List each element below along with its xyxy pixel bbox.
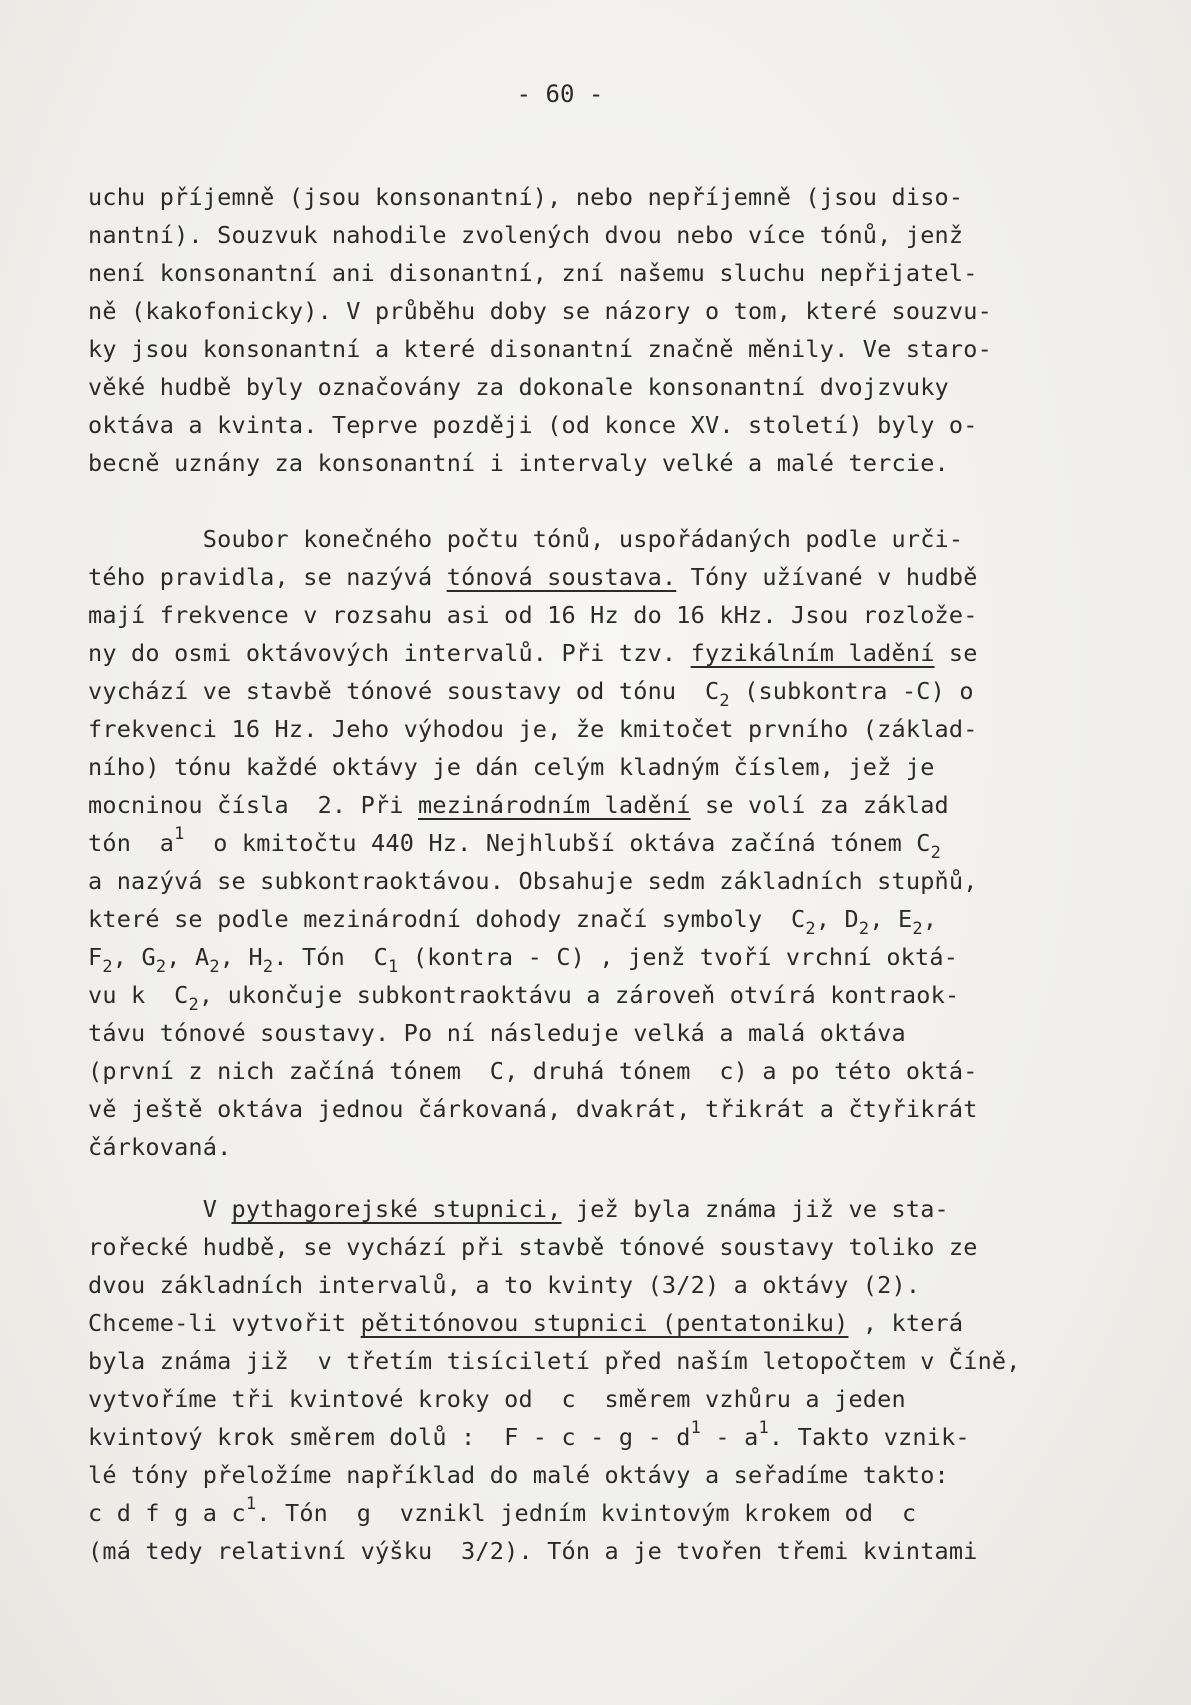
text-line: mocninou čísla 2. Při mezinárodním ladění se volí za základ (88, 791, 949, 819)
text-line: becně uznány za konsonantní i intervaly velké a malé tercie. (88, 449, 949, 477)
underlined-term: tónová soustava. (446, 563, 677, 591)
text-line: rořecké hudbě, se vychází při stavbě tónové soustavy toliko ze (88, 1233, 978, 1261)
text-line: Soubor konečného počtu tónů, uspořádaných podle urči- (88, 525, 964, 553)
text-line: ně (kakofonicky). V průběhu doby se názory o tom, které souzvu- (88, 297, 992, 325)
paragraph-consonance (88, 178, 1078, 482)
text-line: vychází ve stavbě tónové soustavy od tónu $C_2$ (subkontra -C) o (88, 677, 974, 711)
text-line: lé tóny přeložíme například do malé oktávy a seřadíme takto: (88, 1461, 949, 1489)
text-line: (první z nich začíná tónem C, druhá tónem c) a po této oktá- (88, 1057, 978, 1085)
text-line: vytvoříme tři kvintové kroky od c směrem vzhůru a jeden (88, 1385, 906, 1413)
subscript: 2 (155, 957, 167, 977)
text-line: ky jsou konsonantní a které disonantní značně měnily. Ve staro- (88, 335, 992, 363)
text-line: $F_2$, $G_2$, $A_2$, $H_2$. Tón $C_1$ (kontra - C) , jenž tvoří vrchní oktá- (88, 943, 959, 977)
underlined-term: pětitónovou stupnici (pentatoniku) (360, 1309, 849, 1337)
underlined-term: pythagorejské stupnici, (231, 1195, 562, 1223)
text-line: čárkovaná. (88, 1133, 232, 1161)
text-line: Chceme-li vytvořit pětitónovou stupnici (pentatoniku) , která (88, 1309, 964, 1337)
text-line: které se podle mezinárodní dohody značí symboly $C_2$, $D_2$, $E_2$, (88, 905, 938, 939)
text-line: ny do osmi oktávových intervalů. Při tzv. fyzikálním ladění se (88, 639, 978, 667)
text-line: oktáva a kvinta. Teprve později (od konce XV. století) byly o- (88, 411, 978, 439)
text-line: kvintový krok směrem dolů : F - c - g - $d^1 - a^1$. Takto vznik- (88, 1418, 970, 1451)
subscript: 2 (102, 957, 113, 977)
subscript: 2 (912, 919, 923, 939)
text-line: uchu příjemně (jsou konsonantní), nebo nepříjemně (jsou diso- (88, 183, 964, 211)
text-line: V pythagorejské stupnici, jež byla známa již ve sta- (88, 1195, 949, 1223)
text-line: vě ještě oktáva jednou čárkovaná, dvakrát, třikrát a čtyřikrát (88, 1095, 978, 1123)
subscript: 2 (188, 995, 199, 1015)
text-line: ního) tónu každé oktávy je dán celým kladným číslem, jež je (88, 753, 935, 781)
superscript: 1 (758, 1418, 769, 1438)
paragraph-pythagorean-scale (88, 1190, 1078, 1570)
subscript: 2 (805, 919, 816, 939)
text-line: c d f g a $c^1$. Tón g vznikl jedním kvintovým krokem od c (88, 1494, 917, 1527)
superscript: 1 (690, 1418, 702, 1438)
superscript: 1 (245, 1494, 257, 1514)
text-line: tón $a^1$ o kmitočtu 440 Hz. Nejhlubší oktáva začíná tónem $C_2$ (88, 824, 942, 863)
subscript: 2 (209, 957, 220, 977)
text-line: dvou základních intervalů, a to kvinty (3/2) a oktávy (2). (88, 1271, 921, 1299)
text-line: (má tedy relativní výšku 3/2). Tón a je tvořen třemi kvintami (88, 1537, 978, 1565)
underlined-term: mezinárodním ladění (418, 791, 691, 819)
text-line: a nazývá se subkontraoktávou. Obsahuje sedm základních stupňů, (88, 867, 978, 895)
subscript: 2 (930, 843, 942, 863)
subscript: 1 (388, 957, 399, 977)
text-line: tého pravidla, se nazývá tónová soustava. Tóny užívané v hudbě (88, 563, 978, 591)
subscript: 2 (719, 691, 730, 711)
subscript: 2 (858, 919, 870, 939)
text-line: není konsonantní ani disonantní, zní našemu sluchu nepřijatel- (88, 259, 978, 287)
text-line: távu tónové soustavy. Po ní následuje velká a malá oktáva (88, 1019, 906, 1047)
superscript: 1 (174, 824, 185, 844)
text-line: byla známa již v třetím tisíciletí před naším letopočtem v Číně, (88, 1347, 1021, 1375)
text-line: věké hudbě byly označovány za dokonale konsonantní dvojzvuky (88, 373, 949, 401)
subscript: 2 (262, 957, 274, 977)
paragraph-tone-system (88, 520, 1078, 1166)
text-line: nantní). Souzvuk nahodile zvolených dvou nebo více tónů, jenž (88, 221, 964, 249)
text-line: mají frekvence v rozsahu asi od 16 Hz do 16 kHz. Jsou rozlože- (88, 601, 978, 629)
text-line: vu k $C_2$, ukončuje subkontraoktávu a zároveň otvírá kontraok- (88, 981, 960, 1015)
underlined-term: fyzikálním ladění (690, 639, 935, 667)
page-number: - 60 - (516, 80, 604, 108)
text-line: frekvenci 16 Hz. Jeho výhodou je, že kmitočet prvního (základ- (88, 715, 978, 743)
